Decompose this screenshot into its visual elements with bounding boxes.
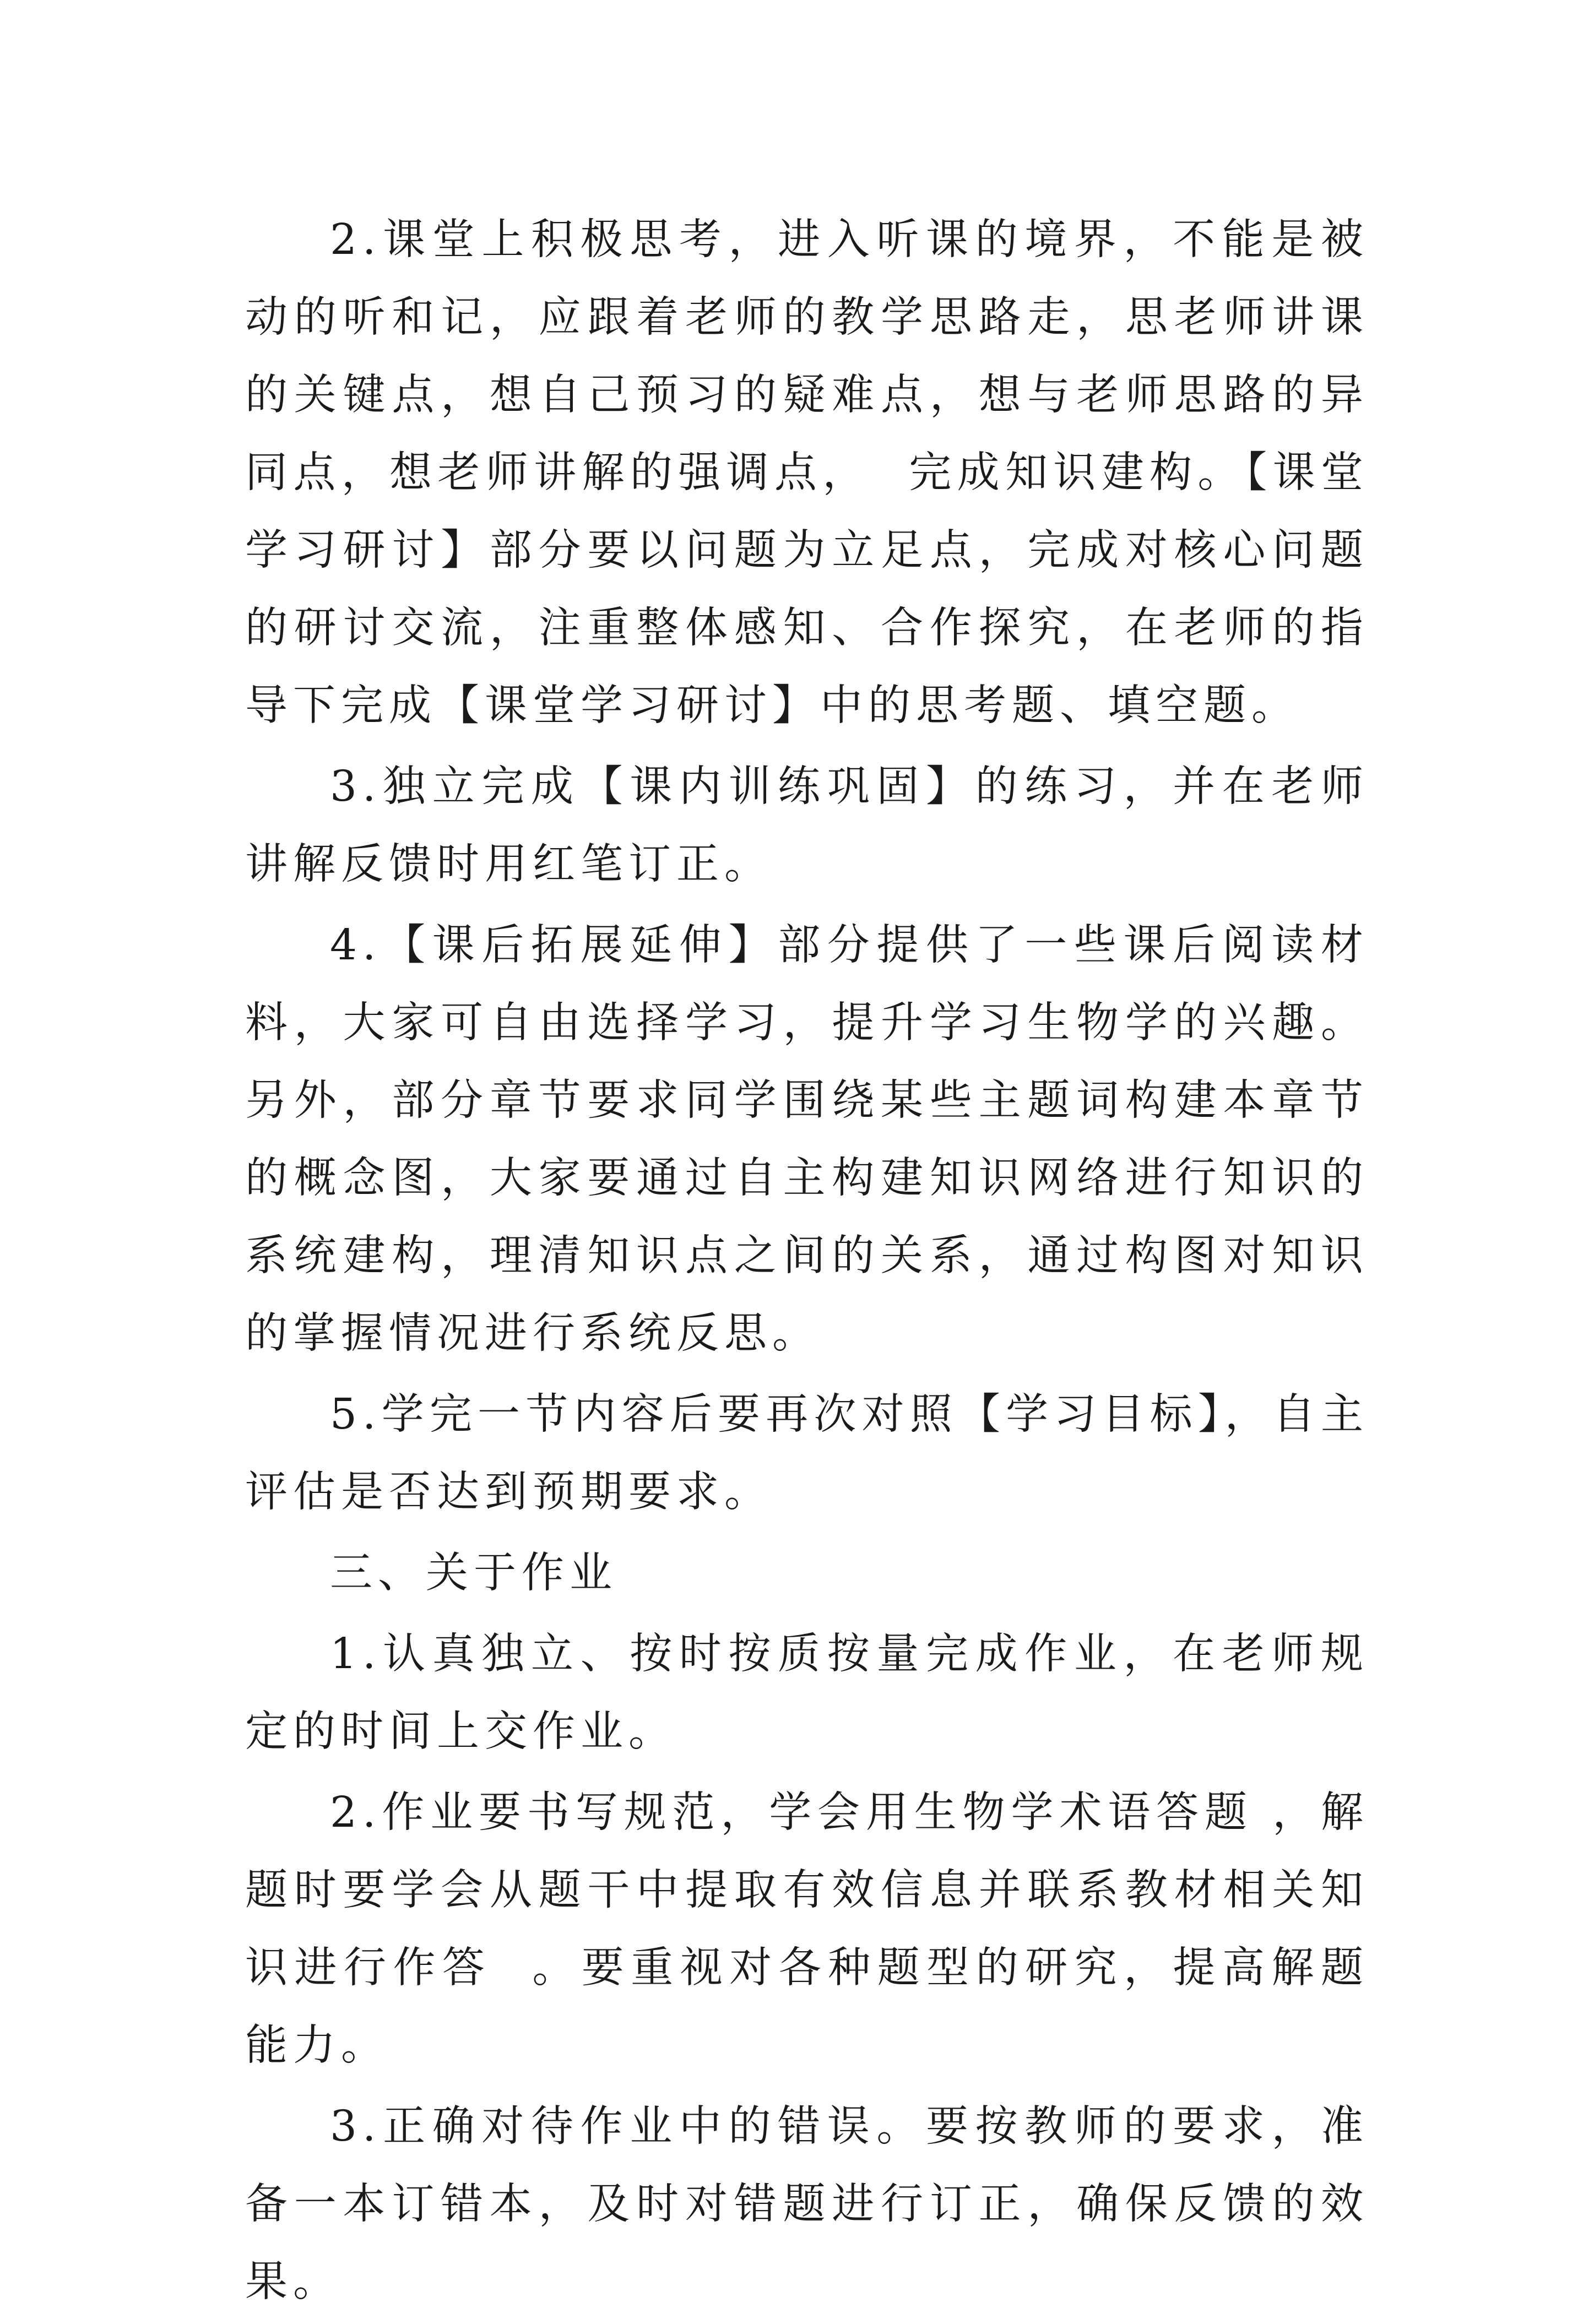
- paragraph-extension: 4.【课后拓展延伸】部分提供了一些课后阅读材料，大家可自由选择学习，提升学习生物学的兴趣。另外，部分章节要求同学围绕某些主题词构建本章节的概念图，大家要通过自主构建知识网络进行知识的系统建构，理清知识点之间的关系，通过构图对知识的掌握情况进行系统反思。: [245, 921, 1369, 1358]
- homework-item-1: 1.认真独立、按时按质按量完成作业，在老师规定的时间上交作业。: [245, 1630, 1369, 1756]
- homework-item-3: 3.正确对待作业中的错误。要按教师的要求，准备一本订错本，及时对错题进行订正，确保反馈的效果。: [245, 2102, 1369, 2306]
- paragraph-class-training: 3.独立完成【课内训练巩固】的练习，并在老师讲解反馈时用红笔订正。: [245, 762, 1369, 889]
- paragraph-self-assessment: 5.学完一节内容后要再次对照【学习目标】，自主评估是否达到预期要求。: [245, 1390, 1369, 1517]
- section-heading-homework: 三、关于作业: [330, 1549, 617, 1598]
- paragraph-class-thinking: 2.课堂上积极思考，进入听课的境界，不能是被动的听和记，应跟着老师的教学思路走，思老师讲课的关键点，想自己预习的疑难点，想与老师思路的异同点，想老师讲解的强调点， 完成知识建构。【课堂学习研讨】部分要以问题为立足点，完成对核心问题的研讨交流，注重整体感知、合作探究，在老师的指导下完成【课堂学习研讨】中的思考题、填空题。: [245, 215, 1369, 730]
- homework-item-2: 2.作业要书写规范，学会用生物学术语答题 ，解题时要学会从题干中提取有效信息并联系教材相关知识进行作答 。要重视对各种题型的研究，提高解题能力。: [245, 1788, 1369, 2070]
- document-body: [245, 201, 1369, 2324]
